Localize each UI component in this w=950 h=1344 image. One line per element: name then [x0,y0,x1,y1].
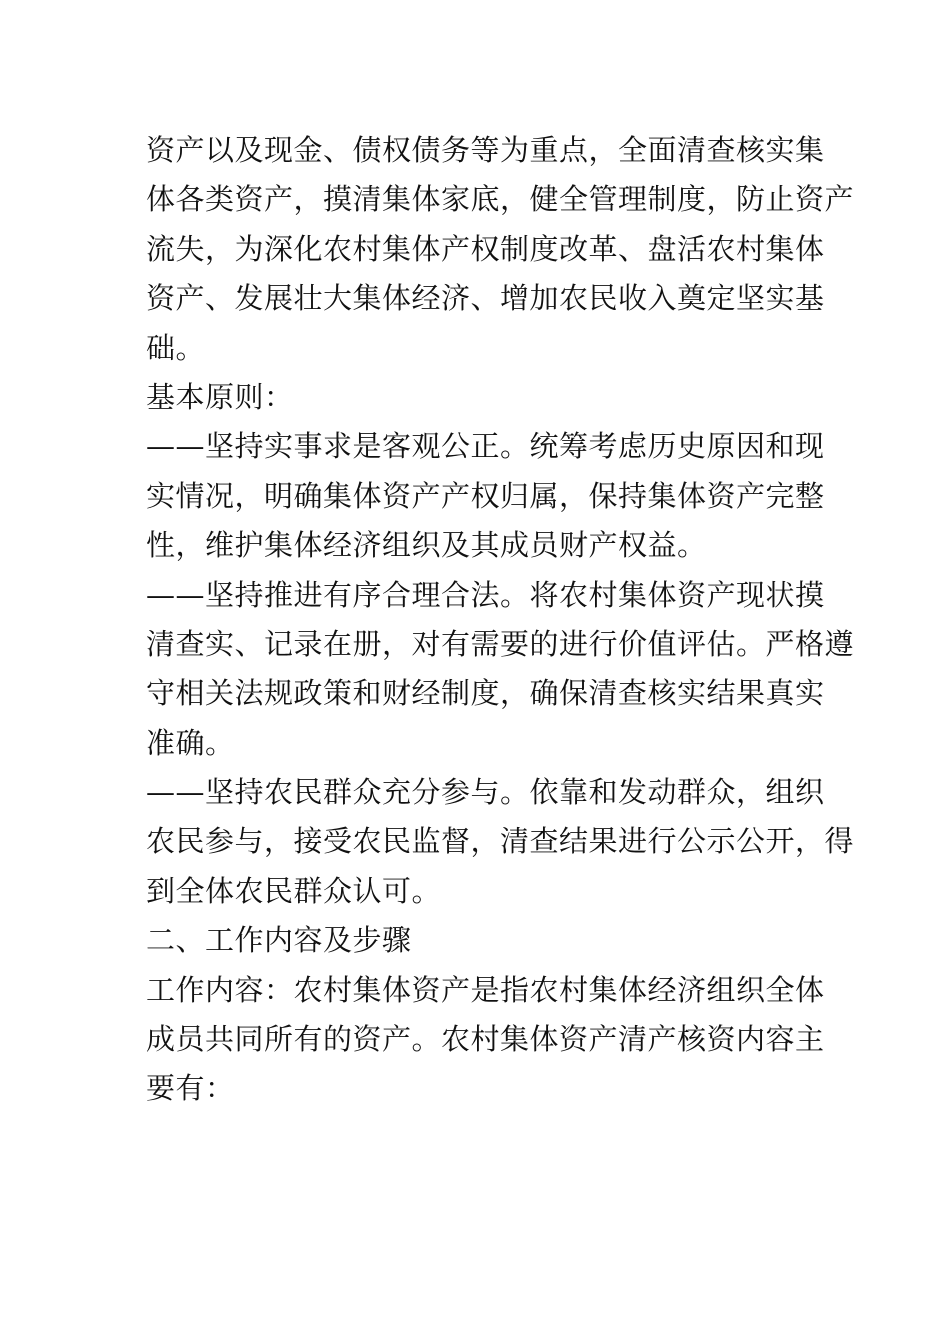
text-line: 资产以及现金、债权债务等为重点，全面清查核实集 [146,133,825,167]
text-line: 清查实、记录在册，对有需要的进行价值评估。严格遵 [146,626,855,661]
section-label-basic-principles: 基本原则： [146,379,294,414]
text-line: 准确。 [146,725,235,760]
text-line: 体各类资产，摸清集体家底，健全管理制度，防止资产 [146,182,855,217]
text-line: 农民参与，接受农民监督，清查结果进行公示公开，得 [146,824,855,859]
text-line: 成员共同所有的资产。农村集体资产清产核资内容主 [146,1022,825,1057]
text-line: 工作内容：农村集体资产是指农村集体经济组织全体 [146,972,825,1007]
text-line: 要有： [146,1071,235,1106]
text-line: ——坚持推进有序合理合法。将农村集体资产现状摸 [146,577,825,612]
text-line: 到全体农民群众认可。 [146,873,442,908]
text-line: 资产、发展壮大集体经济、增加农民收入奠定坚实基 [146,281,825,316]
text-line: ——坚持实事求是客观公正。统筹考虑历史原因和现 [146,429,825,464]
text-line: 流失，为深化农村集体产权制度改革、盘活农村集体 [146,231,825,266]
text-line: 础。 [146,330,206,365]
text-line: 性，维护集体经济组织及其成员财产权益。 [146,528,707,563]
section-heading: 二、工作内容及步骤 [146,923,412,958]
text-line: 守相关法规政策和财经制度，确保清查核实结果真实 [146,676,825,711]
text-line: 实情况，明确集体资产产权归属，保持集体资产完整 [146,478,825,513]
text-line: ——坚持农民群众充分参与。依靠和发动群众，组织 [146,775,825,810]
document-page [146,126,855,1114]
